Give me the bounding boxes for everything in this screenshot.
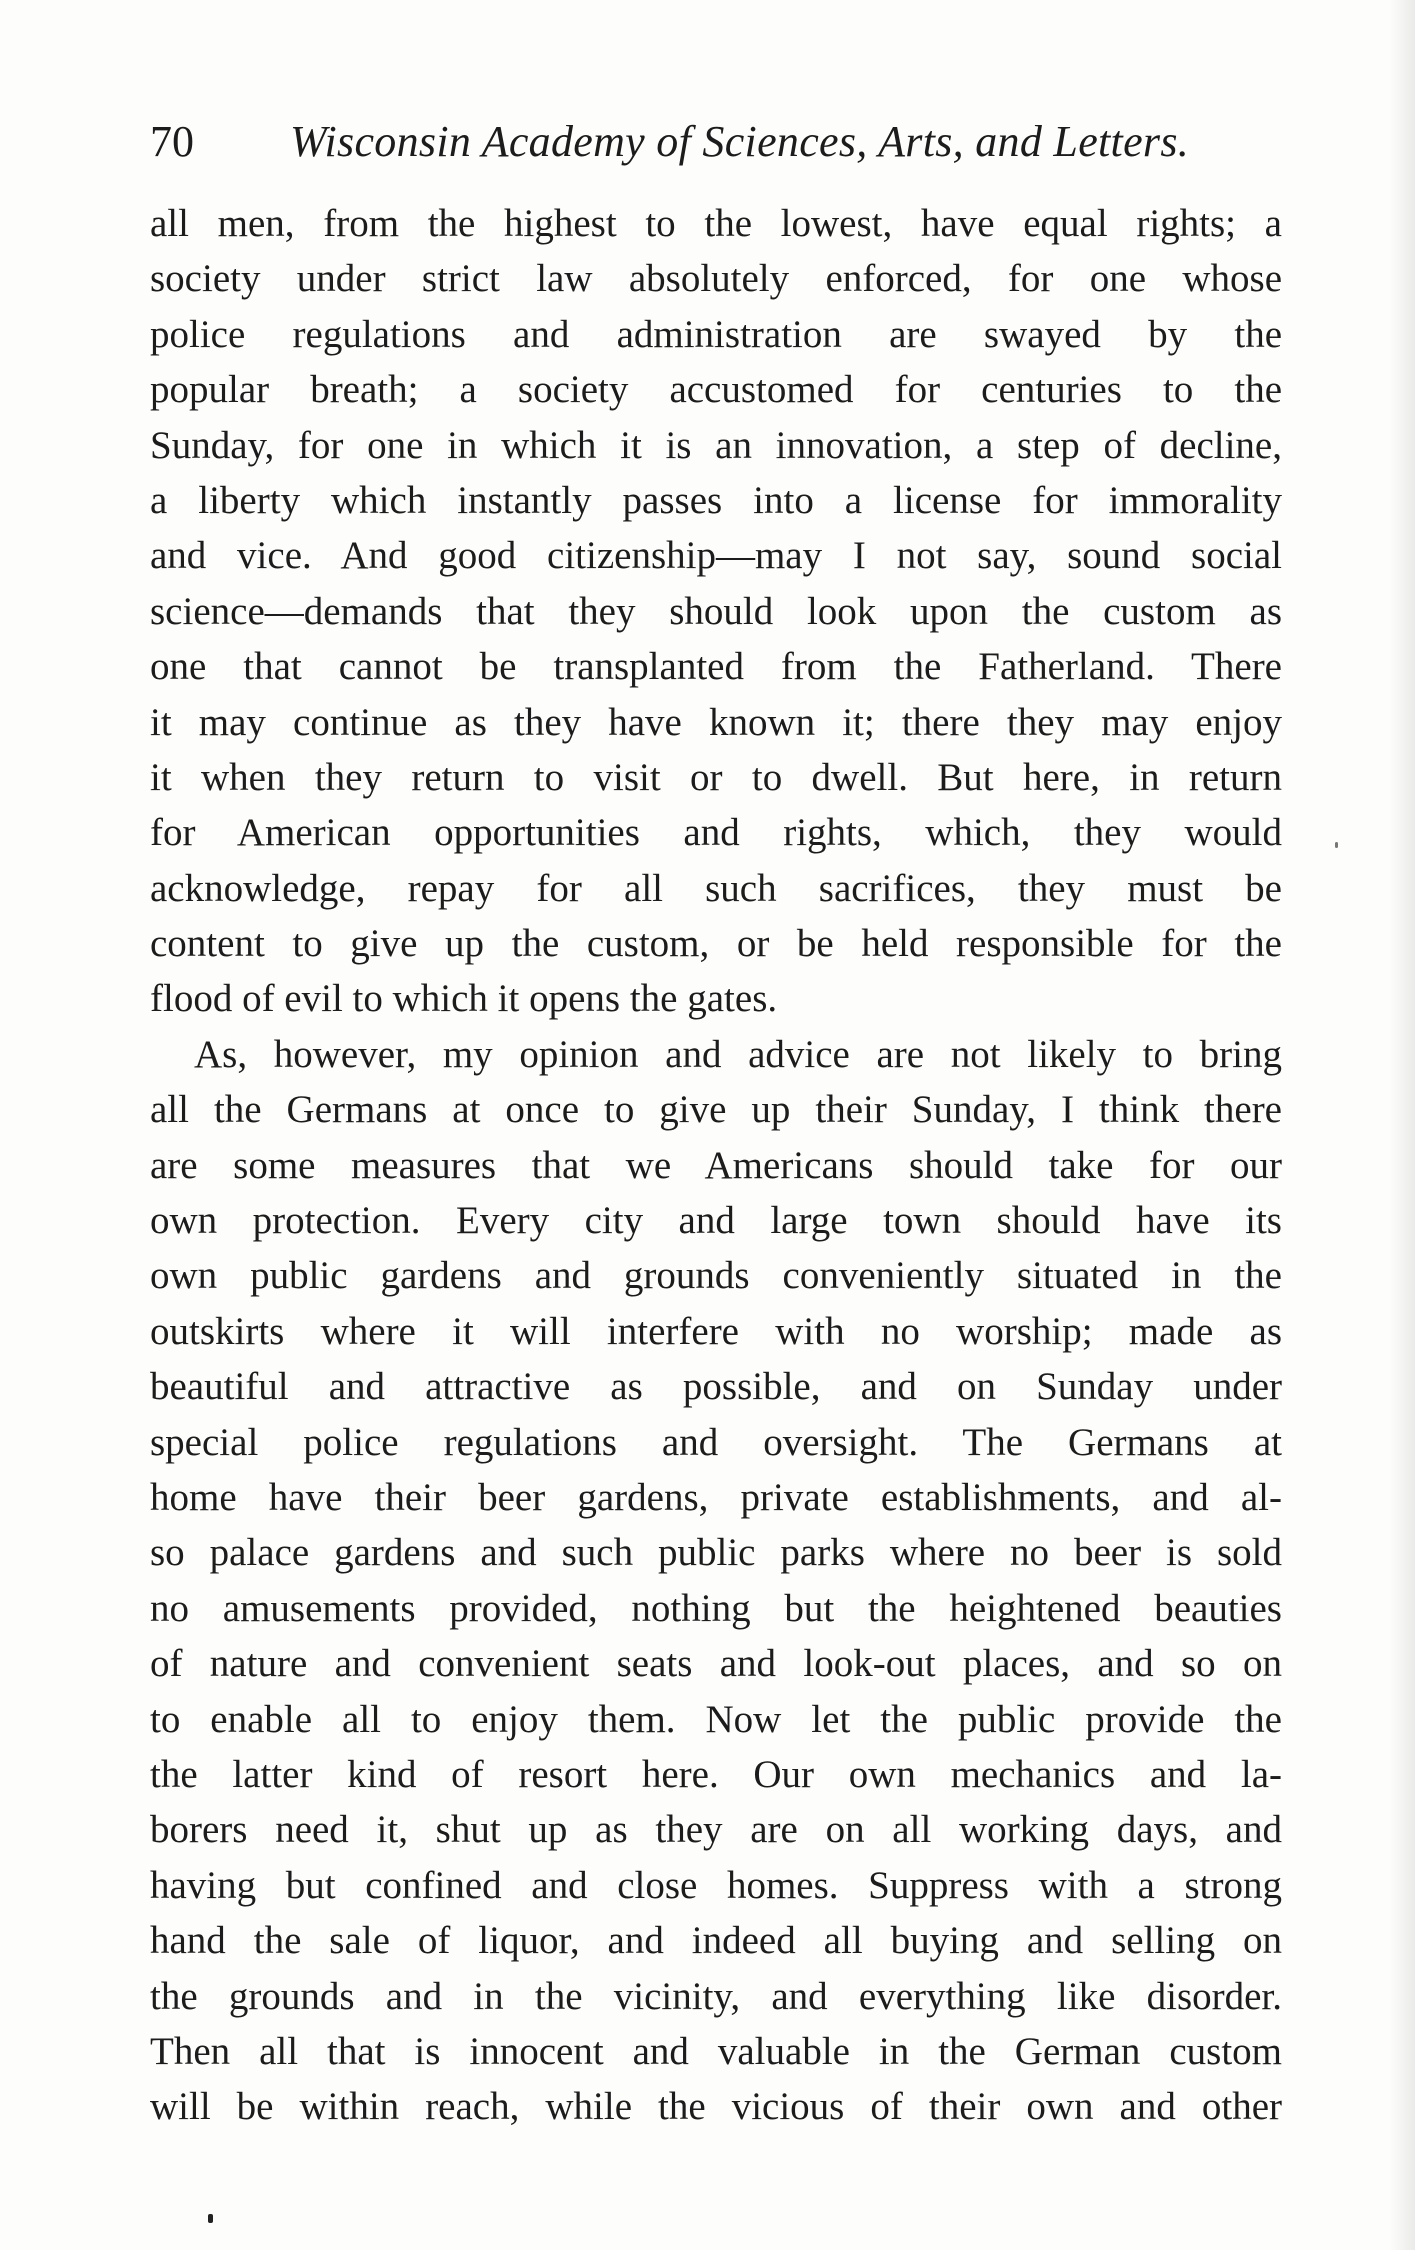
text-line: police regulations and administration are swayed by the (150, 312, 1282, 356)
text-line: are some measures that we Americans should take for our (150, 1143, 1282, 1187)
text-line: Sunday, for one in which it is an innovation, a step of decline, (150, 423, 1282, 467)
text-line: content to give up the custom, or be held responsible for the (150, 922, 1282, 966)
running-head (150, 112, 1280, 172)
text-line: home have their beer gardens, private establishments, and al- (150, 1475, 1282, 1519)
text-line: science—demands that they should look upon the custom as (150, 589, 1282, 633)
text-line: hand the sale of liquor, and indeed all buying and selling on (150, 1919, 1282, 1963)
journal-title: Wisconsin Academy of Sciences, Arts, and Letters. (290, 117, 1190, 166)
text-line: to enable all to enjoy them. Now let the public provide the (150, 1697, 1282, 1741)
text-line: it may continue as they have known it; there they may enjoy (150, 700, 1282, 744)
text-line: and vice. And good citizenship—may I not say, sound social (150, 534, 1282, 578)
text-line: the latter kind of resort here. Our own mechanics and la- (150, 1752, 1282, 1796)
text-line: beautiful and attractive as possible, and on Sunday under (150, 1365, 1282, 1409)
text-line: As, however, my opinion and advice are not likely to bring (194, 1032, 1282, 1076)
text-line: of nature and convenient seats and look-out places, and so on (150, 1642, 1282, 1686)
text-line: a liberty which instantly passes into a license for immorality (150, 478, 1282, 522)
page-edge-shadow (1389, 0, 1415, 2250)
text-line: so palace gardens and such public parks where no beer is sold (150, 1531, 1282, 1575)
text-line: for American opportunities and rights, which, they would (150, 811, 1282, 855)
margin-speck (1335, 842, 1338, 848)
text-line: one that cannot be transplanted from the Fatherland. There (150, 645, 1282, 689)
text-line: society under strict law absolutely enforced, for one whose (150, 257, 1282, 301)
text-line: Then all that is innocent and valuable in the German custom (150, 2029, 1282, 2073)
text-line: having but confined and close homes. Suppress with a strong (150, 1863, 1282, 1907)
text-line: own protection. Every city and large town should have its (150, 1199, 1282, 1243)
text-line: it when they return to visit or to dwell. But here, in return (150, 755, 1282, 799)
text-line: special police regulations and oversight. The Germans at (150, 1420, 1282, 1464)
text-line: flood of evil to which it opens the gates. (150, 977, 778, 1021)
text-line: outskirts where it will interfere with no worship; made as (150, 1309, 1282, 1353)
paragraph (150, 196, 1282, 1027)
text-line: acknowledge, repay for all such sacrifices, they must be (150, 866, 1282, 910)
text-line: own public gardens and grounds conveniently situated in the (150, 1254, 1282, 1298)
text-line: popular breath; a society accustomed for centuries to the (150, 368, 1282, 412)
body-text (150, 196, 1282, 2135)
text-line: borers need it, shut up as they are on all working days, and (150, 1808, 1282, 1852)
footer-mark (208, 2214, 213, 2223)
text-line: all men, from the highest to the lowest, have equal rights; a (150, 202, 1282, 245)
paragraph (150, 1027, 1282, 2135)
text-line: the grounds and in the vicinity, and everything like disorder. (150, 1974, 1282, 2018)
text-line: all the Germans at once to give up their Sunday, I think there (150, 1088, 1282, 1132)
page-number: 70 (150, 117, 194, 166)
text-line: no amusements provided, nothing but the heightened beauties (150, 1586, 1282, 1630)
text-line: will be within reach, while the vicious of their own and other (150, 2085, 1282, 2129)
